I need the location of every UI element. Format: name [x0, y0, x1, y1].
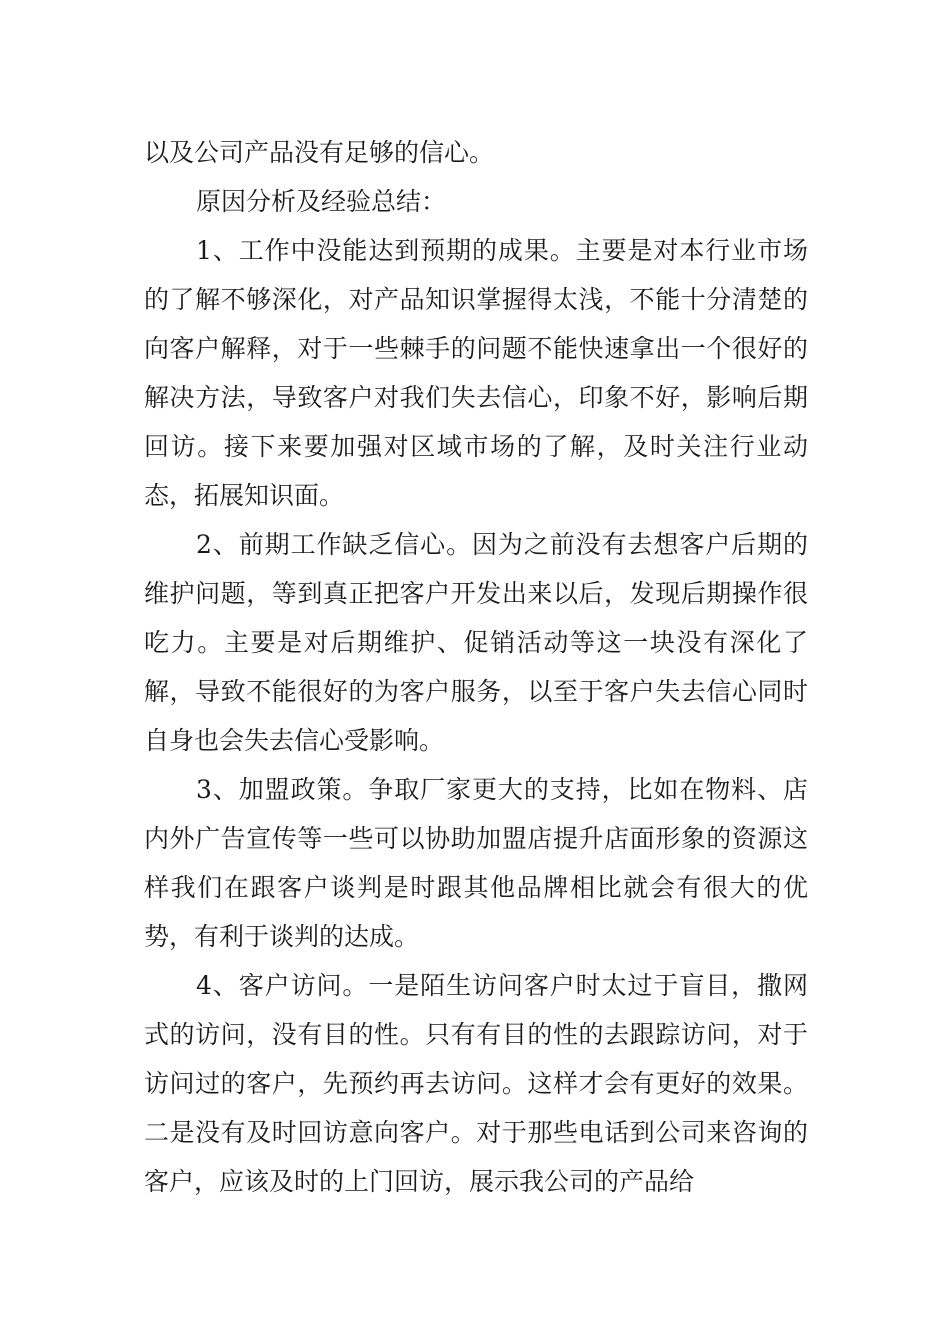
paragraph-point-4: 4、客户访问。一是陌生访问客户时太过于盲目，撒网式的访问，没有目的性。只有有目的性的去跟踪访问，对于访问过的客户，先预约再去访问。这样才会有更好的效果。二是没有及时回访意向客户。对于那些电话到公司来咨询的客户，应该及时的上门回访，展示我公司的产品给: [144, 971, 808, 1196]
paragraph-point-2: 2、前期工作缺乏信心。因为之前没有去想客户后期的维护问题，等到真正把客户开发出来以后，发现后期操作很吃力。主要是对后期维护、促销活动等这一块没有深化了解，导致不能很好的为客户服务，以至于客户失去信心同时自身也会失去信心受影响。: [144, 530, 808, 755]
paragraph-continuation: 以及公司产品没有足够的信心。: [144, 138, 495, 167]
paragraph-point-1: 1、工作中没能达到预期的成果。主要是对本行业市场的了解不够深化，对产品知识掌握得太浅，不能十分清楚的向客户解释，对于一些棘手的问题不能快速拿出一个很好的解决方法，导致客户对我们失去信心，印象不好，影响后期回访。接下来要加强对区域市场的了解，及时关注行业动态，拓展知识面。: [144, 236, 808, 510]
section-heading: 原因分析及经验总结：: [196, 187, 447, 216]
document-body: [144, 128, 808, 1206]
paragraph-point-3: 3、加盟政策。争取厂家更大的支持，比如在物料、店内外广告宣传等一些可以协助加盟店提升店面形象的资源这样我们在跟客户谈判是时跟其他品牌相比就会有很大的优势，有利于谈判的达成。: [144, 775, 808, 951]
